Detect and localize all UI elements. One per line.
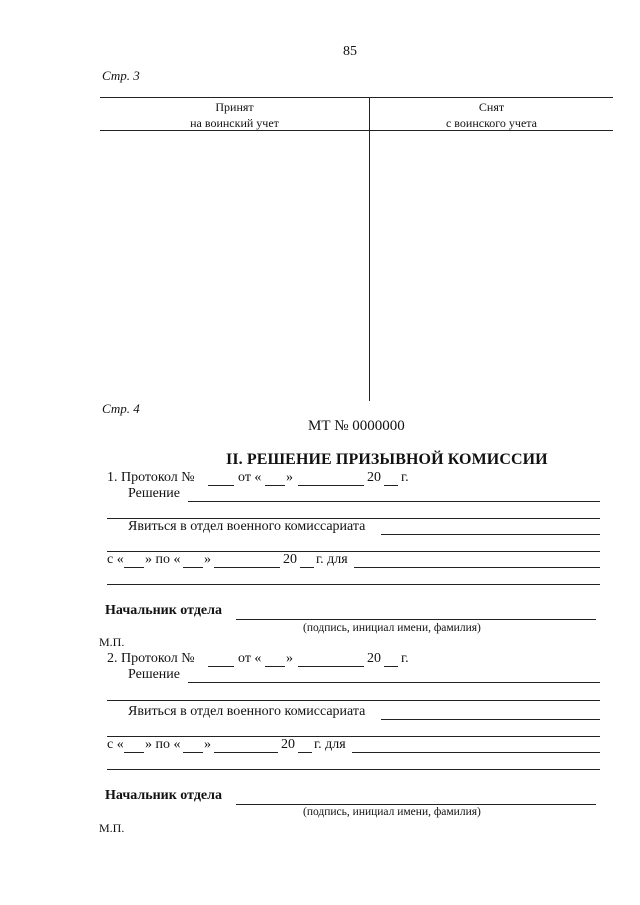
dates-2-from-day-field[interactable] <box>124 752 144 753</box>
report-2-extra-line[interactable] <box>107 736 600 737</box>
protocol-1-month-field[interactable] <box>298 485 364 486</box>
report-1-label: Явиться в отдел военного комиссариата <box>128 519 366 534</box>
stamp-1-label: М.П. <box>99 635 125 649</box>
protocol-2-ot: от « <box>238 651 262 666</box>
chief-1-label: Начальник отдела <box>105 603 222 618</box>
chief-1-signature-field[interactable] <box>236 619 596 620</box>
protocol-1-year-field[interactable] <box>384 485 398 486</box>
protocol-1-close-quote: » <box>286 470 293 485</box>
col-deregistered-line2: с воинского учета <box>445 116 537 130</box>
dates-2-to-day-field[interactable] <box>183 752 203 753</box>
dates-1-to-day-field[interactable] <box>183 567 203 568</box>
protocol-1-g: г. <box>401 470 409 485</box>
report-1-extra-line[interactable] <box>107 551 600 552</box>
protocol-1-ot: от « <box>238 470 262 485</box>
protocol-1-day-field[interactable] <box>265 485 285 486</box>
chief-2-signature-field[interactable] <box>236 804 596 805</box>
stamp-2-label: М.П. <box>99 821 125 835</box>
dates-1-purpose-field[interactable] <box>354 567 600 568</box>
dates-1-from: с « <box>107 552 124 567</box>
col-deregistered-header <box>370 99 613 131</box>
table-top-rule <box>100 97 613 98</box>
dates-2-year-field[interactable] <box>298 752 312 753</box>
report-2-label: Явиться в отдел военного комиссариата <box>128 704 366 719</box>
report-1-field[interactable] <box>381 534 600 535</box>
dates-2-from: с « <box>107 737 124 752</box>
dates-1-close-quote: » <box>204 552 211 567</box>
chief-2-label: Начальник отдела <box>105 788 222 803</box>
col-deregistered-line1: Снят <box>478 100 505 114</box>
chief-2-signature-caption: (подпись, инициал имени, фамилия) <box>303 806 481 818</box>
page3-label: Стр. 3 <box>102 68 140 83</box>
decision-2-extra-line[interactable] <box>107 700 600 701</box>
dates-2-month-field[interactable] <box>214 752 278 753</box>
dates-1-year-field[interactable] <box>300 567 314 568</box>
chief-1-signature-caption: (подпись, инициал имени, фамилия) <box>303 622 481 634</box>
decision-1-label: Решение <box>128 486 181 501</box>
protocol-1-prefix: 1. Протокол № <box>107 470 195 485</box>
page4-label: Стр. 4 <box>102 401 140 416</box>
col-registered-line1: Принят <box>215 100 254 114</box>
mt-number: МТ № 0000000 <box>308 418 405 434</box>
protocol-2-number-field[interactable] <box>208 666 234 667</box>
dates-2-year-prefix: 20 <box>281 737 295 752</box>
dates-1-year-prefix: 20 <box>283 552 297 567</box>
protocol-2-year-field[interactable] <box>384 666 398 667</box>
protocol-1-number-field[interactable] <box>208 485 234 486</box>
dates-2-for: г. для <box>314 737 346 752</box>
table-column-divider <box>369 97 370 401</box>
decision-2-field[interactable] <box>188 682 600 683</box>
dates-1-extra-line[interactable] <box>107 584 600 585</box>
dates-2-extra-line[interactable] <box>107 769 600 770</box>
decision-2-label: Решение <box>128 667 181 682</box>
dates-1-from-day-field[interactable] <box>124 567 144 568</box>
protocol-2-prefix: 2. Протокол № <box>107 651 195 666</box>
dates-1-month-field[interactable] <box>214 567 280 568</box>
col-registered-header <box>100 99 369 131</box>
section-title: II. РЕШЕНИЕ ПРИЗЫВНОЙ КОМИССИИ <box>226 451 548 468</box>
dates-2-close-quote: » <box>204 737 211 752</box>
report-2-field[interactable] <box>381 719 600 720</box>
col-registered-line2: на воинский учет <box>190 116 279 130</box>
protocol-2-day-field[interactable] <box>265 666 285 667</box>
page-number: 85 <box>343 44 357 59</box>
dates-2-to: » по « <box>145 737 181 752</box>
protocol-2-month-field[interactable] <box>298 666 364 667</box>
protocol-2-close-quote: » <box>286 651 293 666</box>
protocol-1-year-prefix: 20 <box>367 470 381 485</box>
dates-1-to: » по « <box>145 552 181 567</box>
decision-1-field[interactable] <box>188 501 600 502</box>
dates-1-for: г. для <box>316 552 348 567</box>
dates-2-purpose-field[interactable] <box>352 752 600 753</box>
protocol-2-g: г. <box>401 651 409 666</box>
protocol-2-year-prefix: 20 <box>367 651 381 666</box>
